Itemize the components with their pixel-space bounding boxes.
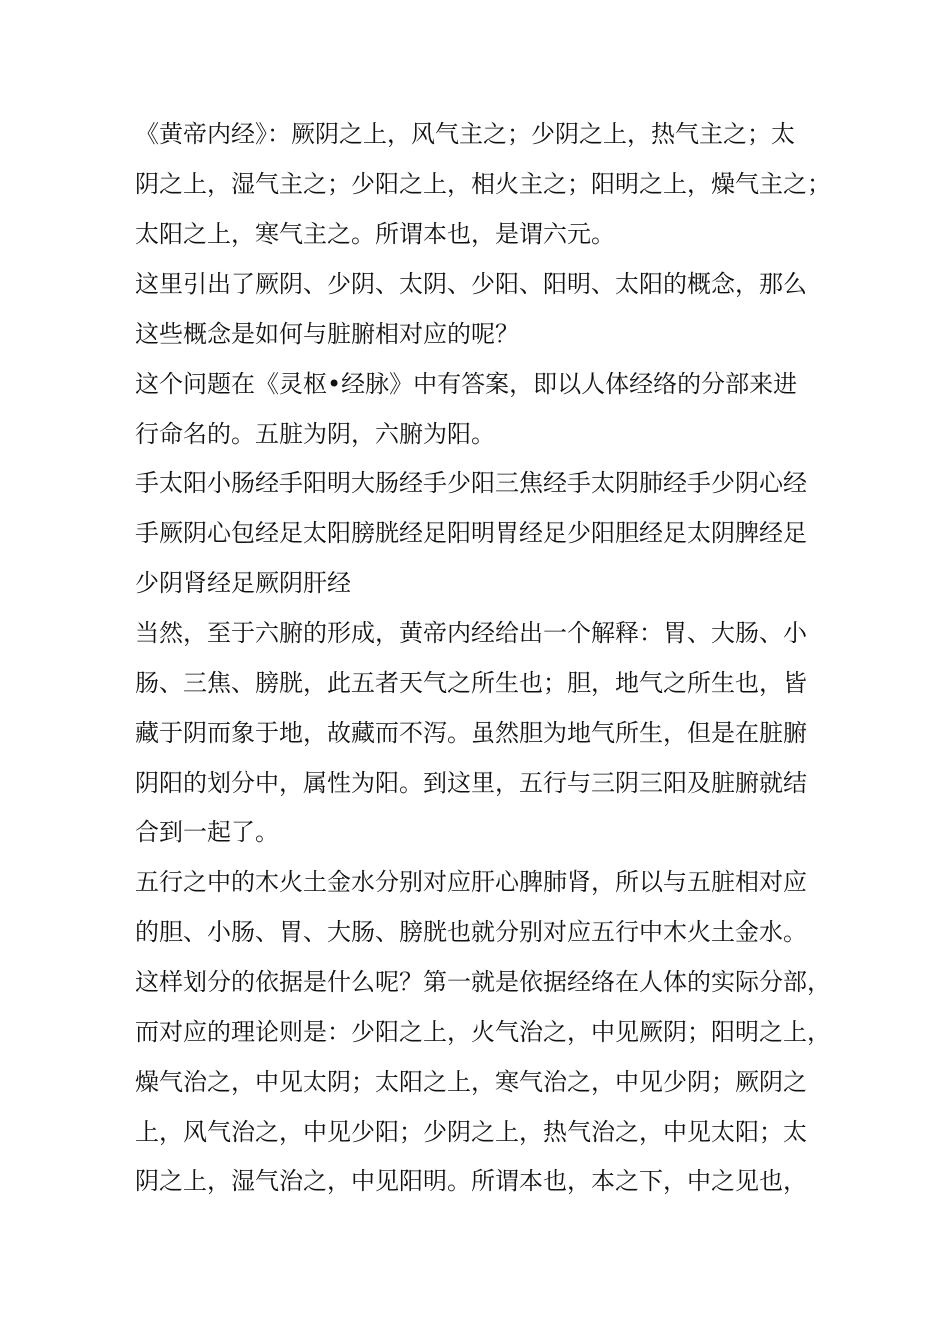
text-line: 阴之上，湿气治之，中见阳明。所谓本也，本之下，中之见也， xyxy=(135,1167,807,1195)
text-line: 而对应的理论则是：少阳之上，火气治之，中见厥阴；阳明之上， xyxy=(135,1018,831,1046)
text-line: 五行之中的木火土金水分别对应肝心脾肺肾，所以与五脏相对应 xyxy=(135,868,807,896)
text-line: 这里引出了厥阴、少阴、太阴、少阳、阳明、太阳的概念，那么 xyxy=(135,270,807,298)
text-line: 《黄帝内经》：厥阴之上，风气主之；少阴之上，热气主之；太 xyxy=(135,120,795,148)
text-line: 合到一起了。 xyxy=(135,818,279,846)
text-line: 这些概念是如何与脏腑相对应的呢？ xyxy=(135,320,519,348)
text-line: 上，风气治之，中见少阳；少阴之上，热气治之，中见太阳；太 xyxy=(135,1118,807,1146)
text-line: 行命名的。五脏为阴，六腑为阳。 xyxy=(135,420,495,448)
text-line: 阴之上，湿气主之；少阳之上，相火主之；阳明之上，燥气主之； xyxy=(135,170,831,198)
text-line: 燥气治之，中见太阴；太阳之上，寒气治之，中见少阴；厥阴之 xyxy=(135,1068,807,1096)
text-line: 少阴肾经足厥阴肝经 xyxy=(135,569,351,597)
text-line: 手太阳小肠经手阳明大肠经手少阳三焦经手太阴肺经手少阴心经 xyxy=(135,469,807,497)
text-line: 肠、三焦、膀胱，此五者天气之所生也；胆，地气之所生也，皆 xyxy=(135,669,807,697)
text-line: 阴阳的划分中，属性为阳。到这里，五行与三阴三阳及脏腑就结 xyxy=(135,769,807,797)
text-line: 的胆、小肠、胃、大肠、膀胱也就分别对应五行中木火土金水。 xyxy=(135,918,807,946)
text-line: 太阳之上，寒气主之。所谓本也，是谓六元。 xyxy=(135,220,615,248)
text-line: 当然，至于六腑的形成，黄帝内经给出一个解释：胃、大肠、小 xyxy=(135,619,807,647)
text-line: 这样划分的依据是什么呢？第一就是依据经络在人体的实际分部， xyxy=(135,968,831,996)
text-line: 这个问题在《灵枢•经脉》中有答案，即以人体经络的分部来进 xyxy=(135,370,798,398)
text-line: 手厥阴心包经足太阳膀胱经足阳明胃经足少阳胆经足太阴脾经足 xyxy=(135,519,807,547)
text-line: 藏于阴而象于地，故藏而不泻。虽然胆为地气所生，但是在脏腑 xyxy=(135,719,807,747)
